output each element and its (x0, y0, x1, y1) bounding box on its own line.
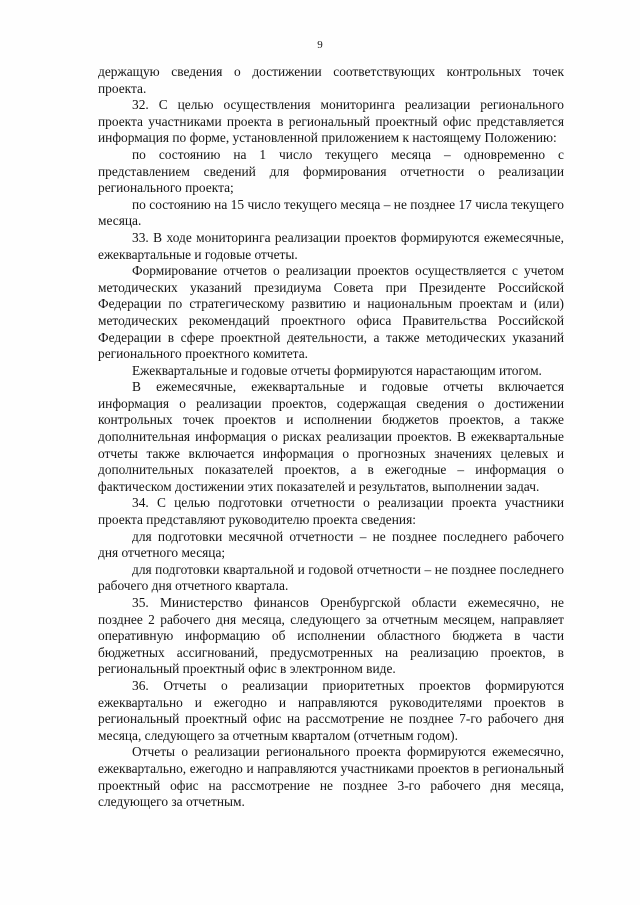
paragraph-item-33-reports-formation: Формирование отчетов о реализации проектов осуществляется с учетом методических указаний президиума Совета при Президенте Российской Федерации по стратегическому развитию и национальным проектам и (или) методических рекомендаций проектного офиса Правительства Российской Федерации в сфере проектной деятельности, а также методических указаний регионального проектного комитета. (98, 263, 564, 362)
paragraph-item-33: 33. В ходе мониторинга реализации проектов формируются ежемесячные, ежеквартальные и годовые отчеты. (98, 229, 564, 262)
paragraph-item-32: 32. С целью осуществления мониторинга реализации регионального проекта участниками проекта в региональный проектный офис представляется информация по форме, установленной приложением к настоящему Положению: (98, 97, 564, 146)
paragraph-item-36: 36. Отчеты о реализации приоритетных проектов формируются ежеквартально и ежегодно и направляются руководителями проектов в региональный проектный офис на рассмотрение не позднее 7-го рабочего дня месяца, следующего за отчетным кварталом (отчетным годом). (98, 677, 564, 743)
paragraph-item-34-quarterly: для подготовки квартальной и годовой отчетности – не позднее последнего рабочего дня отчетного квартала. (98, 561, 564, 594)
paragraph-item-34-monthly: для подготовки месячной отчетности – не позднее последнего рабочего дня отчетного месяца; (98, 528, 564, 561)
paragraph-item-32-first-day: по состоянию на 1 число текущего месяца – одновременно с представлением сведений для формирования отчетности о реализации регионального проекта; (98, 146, 564, 196)
paragraph-item-33-cumulative: Ежеквартальные и годовые отчеты формируются нарастающим итогом. (132, 362, 542, 378)
page-number: 9 (317, 39, 323, 51)
paragraph-item-32-fifteenth-day: по состоянию на 15 число текущего месяца – не позднее 17 числа текущего месяца. (98, 196, 564, 229)
paragraph-item-36-regional: Отчеты о реализации регионального проекта формируются ежемесячно, ежеквартально, ежегодно и направляются участниками проектов в региональный проектный офис на рассмотрение не позднее 3-го рабочего дня месяца, следующего за отчетным. (98, 744, 564, 810)
paragraph-item-35: 35. Министерство финансов Оренбургской области ежемесячно, не позднее 2 рабочего дня месяца, следующего за отчетным месяцем, направляет оперативную информацию об исполнении областного бюджета в части бюджетных ассигнований, предусмотренных на реализацию проектов, в региональный проектный офис в электронном виде. (98, 595, 564, 677)
paragraph-continuation: держащую сведения о достижении соответствующих контрольных точек проекта. (98, 64, 564, 96)
paragraph-item-34: 34. С целью подготовки отчетности о реализации проекта участники проекта представляют руководителю проекта сведения: (98, 495, 564, 528)
document-body (98, 64, 564, 811)
paragraph-item-33-report-contents: В ежемесячные, ежеквартальные и годовые отчеты включается информация о реализации проектов, содержащая сведения о достижении контрольных точек проектов и исполнении бюджетов проектов, а также дополнительная информация о рисках реализации проектов. В ежеквартальные отчеты также включается информация о прогнозных значениях целевых и дополнительных показателей проектов, а в ежегодные – информация о фактическом достижении этих показателей и результатов, выполнении задач. (98, 379, 564, 494)
